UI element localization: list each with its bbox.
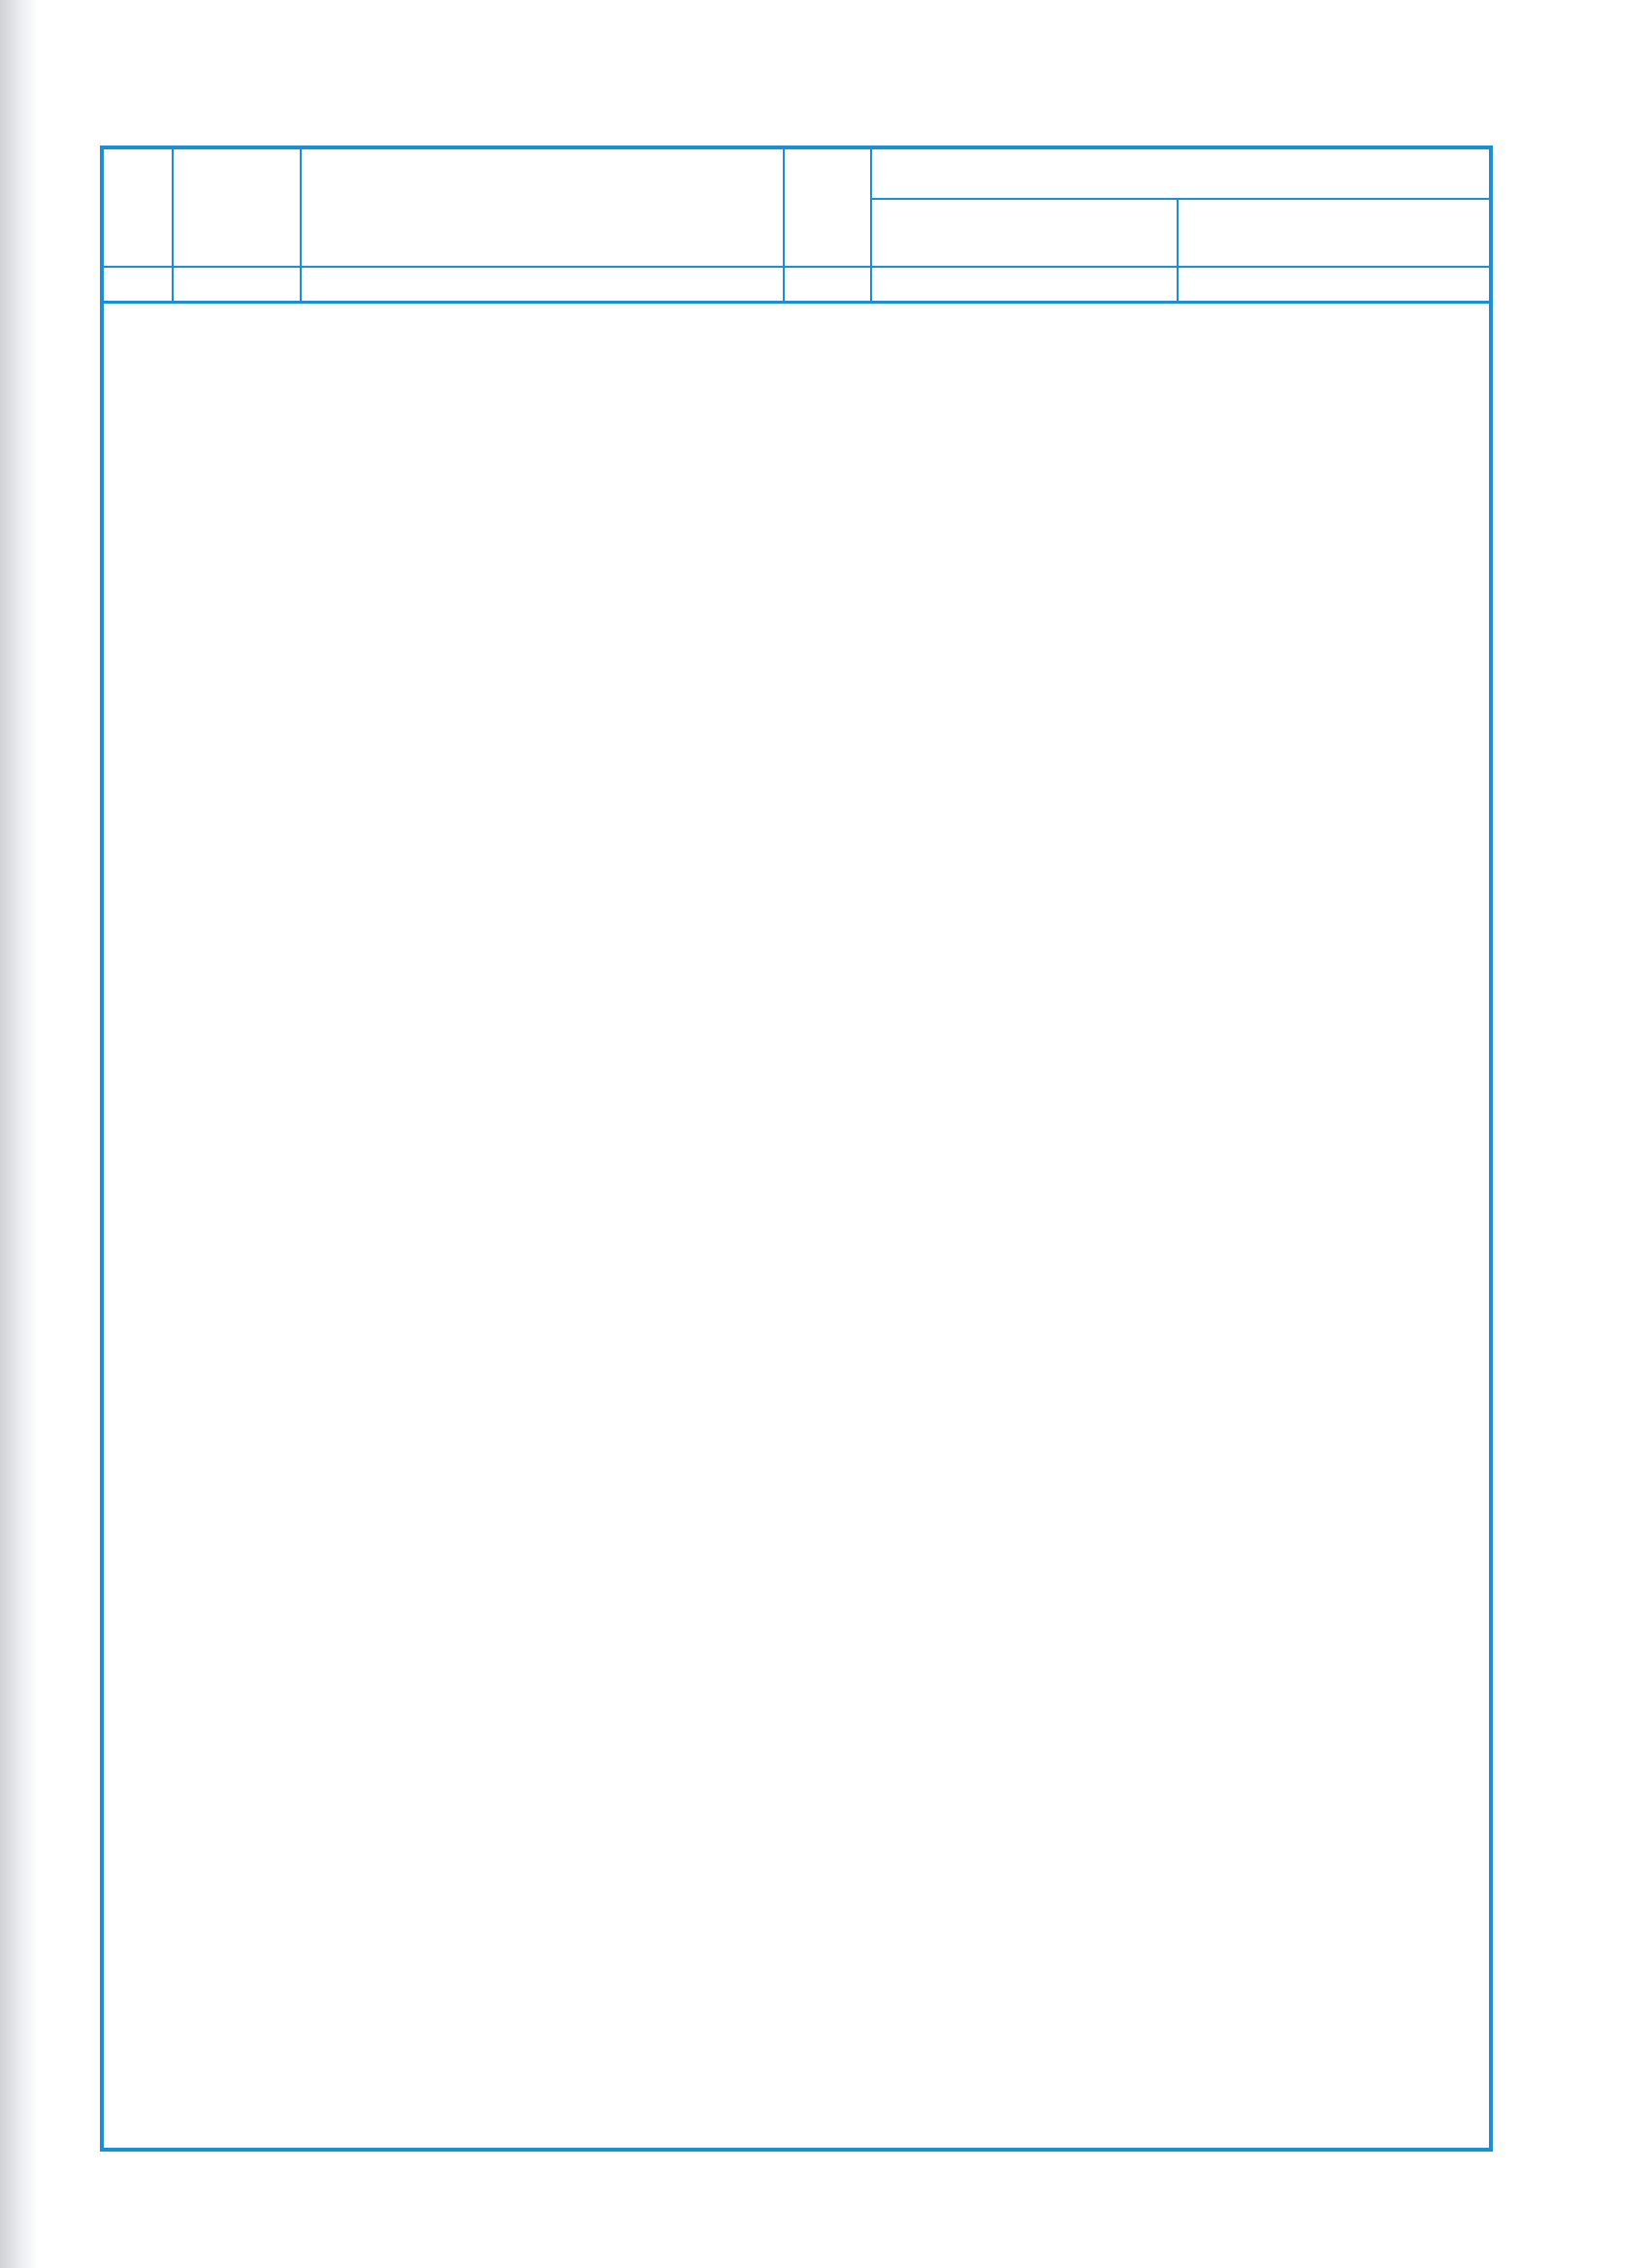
col-num-4: [785, 268, 870, 274]
col-num-6: [1179, 268, 1489, 274]
balance-form-table: [100, 146, 1493, 2152]
col-num-2: [174, 268, 300, 274]
col-num-1: [104, 268, 172, 274]
col-num-3: [302, 268, 783, 274]
header-col-aop: [785, 149, 872, 266]
table-header: [104, 149, 1489, 266]
header-col-number: [104, 149, 174, 266]
col-num-5: [872, 268, 1177, 274]
scan-edge-shadow: [0, 0, 39, 2268]
header-curr-year: [1179, 200, 1489, 266]
header-amount-group: [872, 149, 1489, 200]
header-col-position: [302, 149, 785, 266]
header-prev-year: [872, 200, 1179, 266]
column-number-row: [104, 266, 1489, 304]
header-col-account-group: [174, 149, 302, 266]
